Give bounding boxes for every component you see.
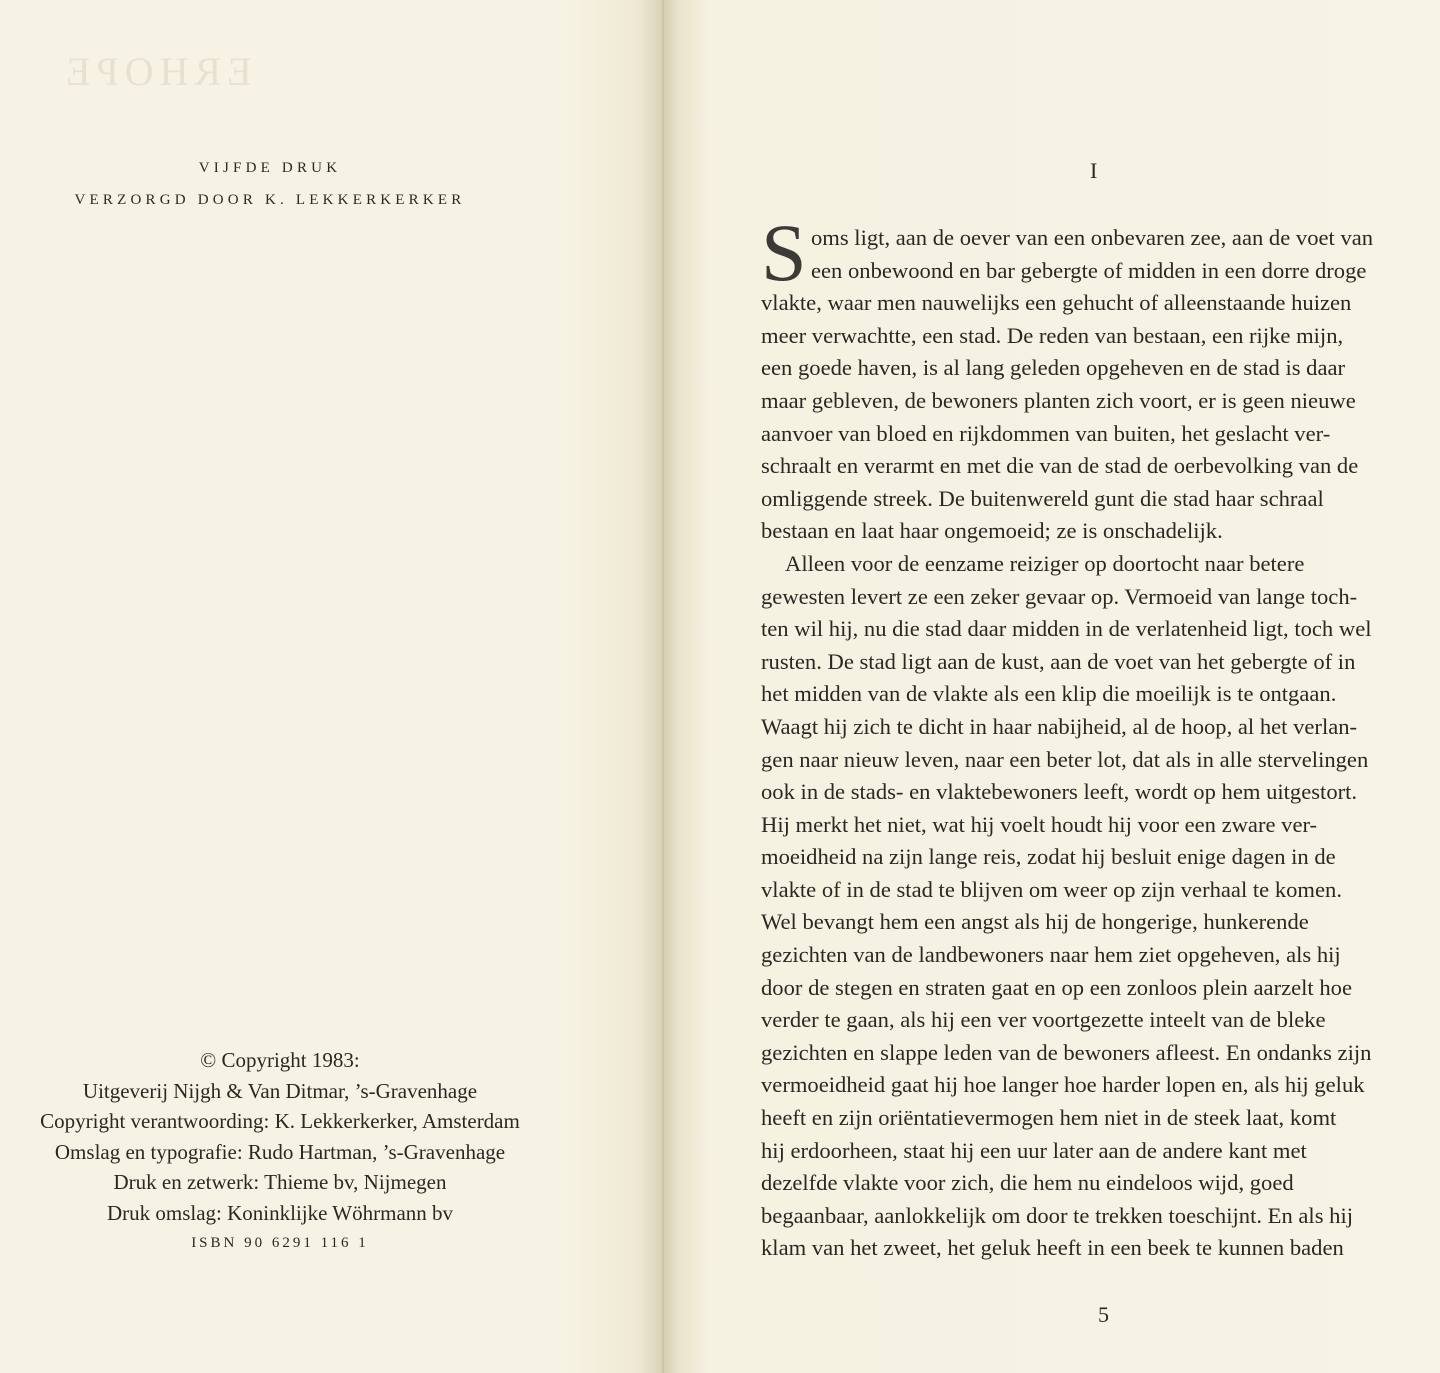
publisher-line: Uitgeverij Nijgh & Van Ditmar, ’s-Gravenhage xyxy=(82,1078,478,1103)
text-line: begaanbaar, aanlokkelijk om door te trekken toeschijnt. En als hij xyxy=(761,1202,1353,1228)
copyright-responsibility-line: Copyright verantwoording: K. Lekkerkerker, Amsterdam xyxy=(40,1109,520,1133)
text-line: Waagt hij zich te dicht in haar nabijheid, al de hoop, al het verlan- xyxy=(761,713,1358,739)
left-page xyxy=(0,0,664,1373)
page-number: 5 xyxy=(1098,1302,1109,1327)
show-through-text: ERHOPE xyxy=(60,49,252,94)
text-line: maar gebleven, de bewoners planten zich voort, er is geen nieuwe xyxy=(761,387,1356,413)
text-line: vermoeidheid gaat hij hoe langer hoe harder lopen en, als hij geluk xyxy=(761,1072,1365,1098)
text-line: ten wil hij, nu die stad daar midden in de verlatenheid ligt, toch wel xyxy=(761,616,1372,642)
printing-line: Druk en zetwerk: Thieme bv, Nijmegen xyxy=(113,1170,447,1194)
isbn-line: ISBN 90 6291 116 1 xyxy=(191,1235,369,1251)
text-line: dezelfde vlakte voor zich, die hem nu eindeloos wijd, goed xyxy=(761,1170,1294,1196)
chapter-body-text xyxy=(761,222,1440,1265)
text-line: schraalt en verarmt en met die van de stad de oerbevolking van de xyxy=(761,453,1359,479)
text-line: gen naar nieuw leven, naar een beter lot, dat als in alle stervelingen xyxy=(761,746,1369,772)
text-line: omliggende streek. De buitenwereld gunt die stad haar schraal xyxy=(761,485,1324,511)
text-line: meer verwachtte, een stad. De reden van bestaan, een rijke mijn, xyxy=(761,322,1344,348)
text-line: moeidheid na zijn lange reis, zodat hij besluit enige dagen in de xyxy=(761,844,1336,870)
text-line: Hij merkt het niet, wat hij voelt houdt hij voor een zware ver- xyxy=(761,811,1318,837)
chapter-number: I xyxy=(1090,158,1098,183)
text-line: Wel bevangt hem een angst als hij de hongerige, hunkerende xyxy=(761,909,1309,935)
text-line: vlakte, waar men nauwelijks een gehucht of alleenstaande huizen xyxy=(761,290,1352,316)
cover-typography-line: Omslag en typografie: Rudo Hartman, ’s-Gravenhage xyxy=(54,1139,506,1164)
text-line: een onbewoond en bar gebergte of midden in een dorre droge xyxy=(811,257,1367,283)
text-line: ook in de stads- en vlaktebewoners leeft, wordt op hem uitgestort. xyxy=(761,779,1358,805)
text-line: gezichten en slappe leden van de bewoners afleest. En ondanks zijn xyxy=(761,1039,1372,1065)
copyright-block xyxy=(0,1045,560,1259)
text-line: gezichten van de landbewoners naar hem ziet opgeheven, als hij xyxy=(761,942,1341,968)
text-line: vlakte of in de stad te blijven om weer op zijn verhaal te komen. xyxy=(761,876,1342,902)
text-line: gewesten levert ze een zeker gevaar op. Vermoeid van lange toch- xyxy=(761,583,1358,609)
text-line: een goede haven, is al lang geleden opgeheven en de stad is daar xyxy=(761,355,1346,381)
cover-printing-line: Druk omslag: Koninklijke Wöhrmann bv xyxy=(106,1200,454,1225)
text-line: bestaan en laat haar ongemoeid; ze is onschadelijk. xyxy=(761,518,1223,544)
text-line: rusten. De stad ligt aan de kust, aan de voet van het gebergte of in xyxy=(761,648,1356,674)
text-line: hij erdoorheen, staat hij een uur later aan de andere kant met xyxy=(761,1137,1307,1163)
text-line: heeft en zijn oriëntatievermogen hem niet in de steek laat, komt xyxy=(761,1105,1337,1131)
text-line: klam van het zweet, het geluk heeft in een beek te kunnen baden xyxy=(761,1235,1344,1261)
text-line: Alleen voor de eenzame reiziger op doortocht naar betere xyxy=(785,550,1305,576)
edition-label: VIJFDE DRUK xyxy=(198,160,342,176)
drop-cap: S xyxy=(761,207,807,298)
text-line: verder te gaan, als hij een ver voortgezette inteelt van de bleke xyxy=(761,1007,1326,1033)
text-line: aanvoer van bloed en rijkdommen van buiten, het geslacht ver- xyxy=(761,420,1331,446)
editor-credit: VERZORGD DOOR K. LEKKERKERKER xyxy=(74,192,466,208)
text-line: oms ligt, aan de oever van een onbevaren zee, aan de voet van xyxy=(811,225,1374,250)
text-line: door de stegen en straten gaat en op een zonloos plein aarzelt hoe xyxy=(761,974,1352,1000)
copyright-line: © Copyright 1983: xyxy=(200,1048,360,1072)
text-line: het midden van de vlakte als een klip die moeilijk is te ontgaan. xyxy=(761,681,1337,707)
